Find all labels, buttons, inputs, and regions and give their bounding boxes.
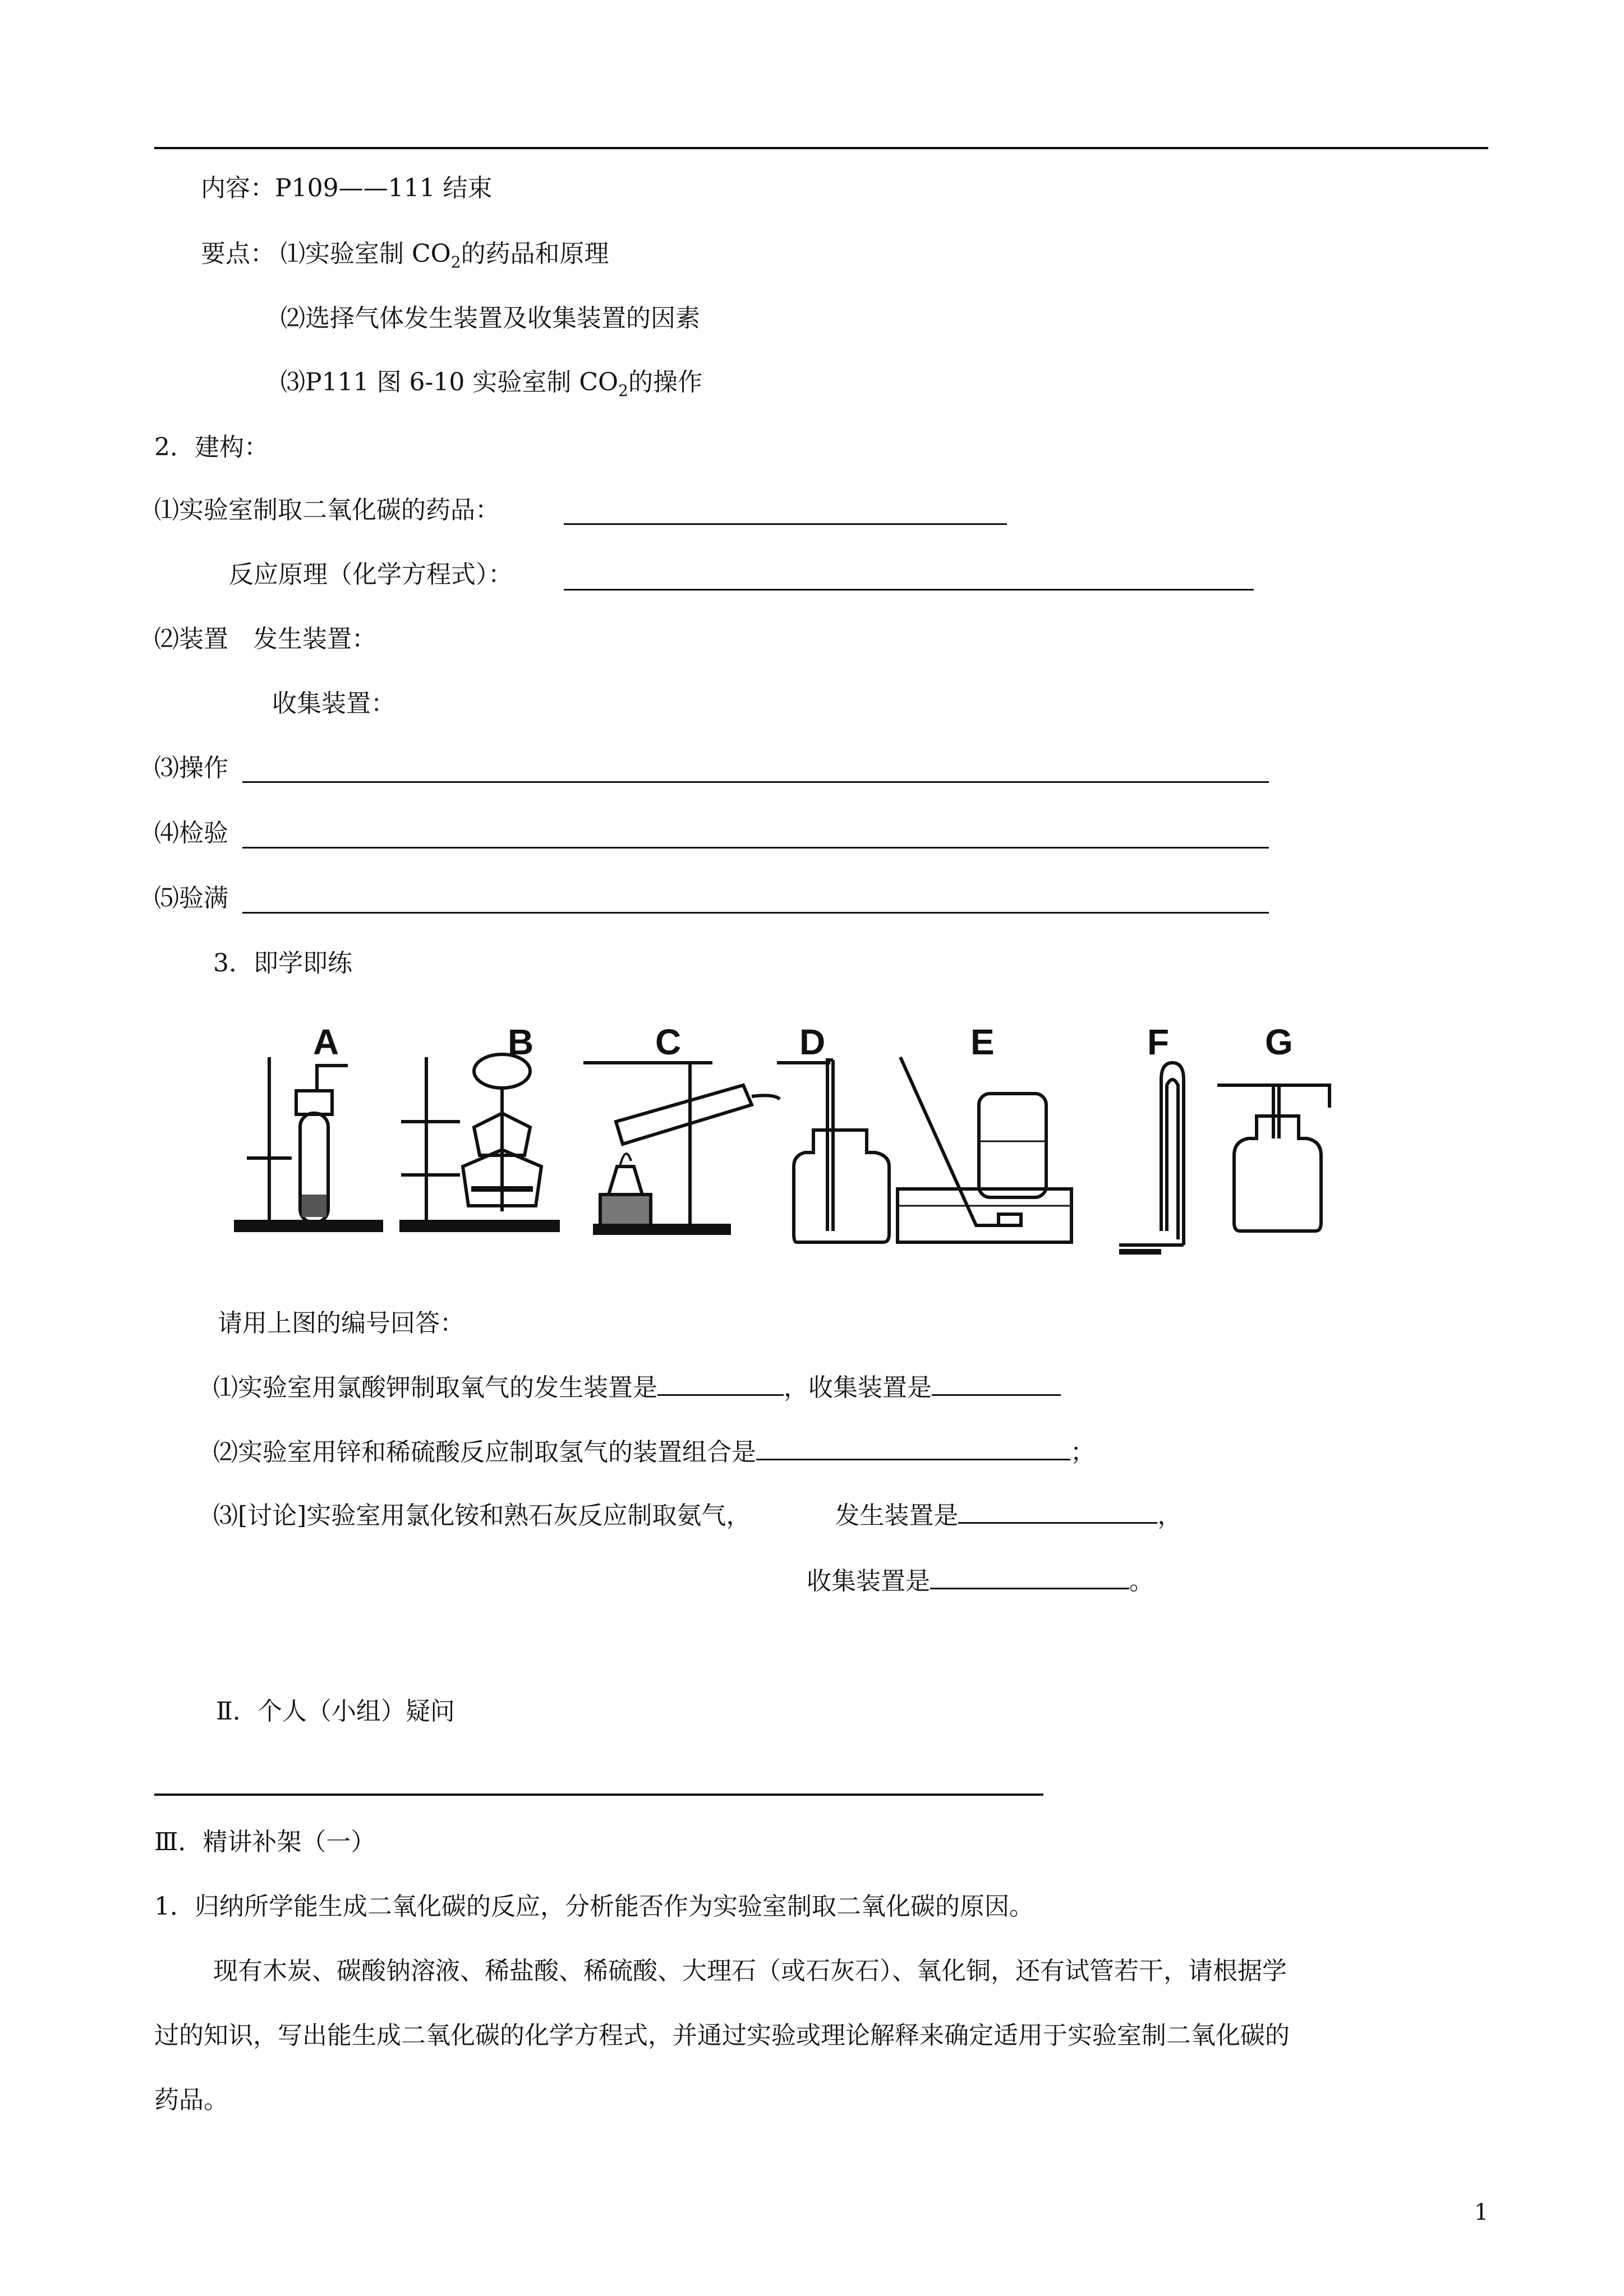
apparatus-a	[236, 1057, 381, 1230]
construct-q5: ⑸验满	[154, 884, 228, 912]
label-c: C	[655, 1022, 682, 1062]
practice-q3-collect	[807, 1565, 1154, 1598]
practice-q2	[213, 1436, 1095, 1469]
practice-heading: 3．即学即练	[213, 949, 352, 978]
label-f: F	[1147, 1022, 1170, 1062]
apparatus-e	[898, 1057, 1071, 1242]
practice-q3-collect-text: 收集装置是	[807, 1567, 930, 1596]
answer-blank-ammonia-collector[interactable]	[930, 1566, 1129, 1589]
apparatus-f	[1119, 1063, 1184, 1252]
apparatus-b	[401, 1054, 558, 1230]
answer-blank-collector[interactable]	[932, 1373, 1061, 1396]
apparatus-d	[777, 1060, 889, 1242]
apparatus-g	[1217, 1085, 1329, 1231]
practice-prompt: 请用上图的编号回答：	[218, 1309, 464, 1338]
key-point-1-suffix: 的药品和原理	[461, 239, 609, 268]
answer-blank-questions[interactable]	[154, 1794, 1043, 1796]
label-e: E	[970, 1022, 995, 1062]
key-point-1-prefix: ⑴实验室制 CO	[280, 239, 451, 268]
section-3-para-line-2: 过的知识，写出能生成二氧化碳的化学方程式，并通过实验或理论解释来确定适用于实验室制二氧化碳的	[154, 2021, 1290, 2050]
label-d: D	[799, 1022, 826, 1062]
apparatus-c	[583, 1063, 780, 1233]
label-b: B	[508, 1022, 534, 1062]
answer-blank-generator[interactable]	[657, 1373, 784, 1396]
section-3-heading: Ⅲ．精讲补架（一）	[154, 1828, 376, 1856]
practice-q3-comma: ，	[1157, 1501, 1183, 1530]
label-g: G	[1265, 1022, 1293, 1062]
subscript-2: 2	[450, 252, 461, 271]
answer-blank-ammonia-generator[interactable]	[958, 1501, 1157, 1524]
construct-q1: ⑴实验室制取二氧化碳的药品：	[154, 496, 500, 524]
page-number: 1	[1474, 2200, 1489, 2225]
practice-q3-period: 。	[1129, 1567, 1154, 1596]
practice-q3	[213, 1499, 1182, 1533]
construct-q1b: 反应原理（化学方程式）：	[229, 560, 513, 589]
key-point-3-prefix: ⑶P111 图 6-10 实验室制 CO	[280, 368, 619, 397]
key-points-label: 要点：	[201, 239, 275, 268]
section-3-para-line-3: 药品。	[154, 2086, 228, 2114]
practice-q2-end: ；	[1070, 1438, 1095, 1467]
practice-q1-text: ⑴实验室用氯酸钾制取氧气的发生装置是	[213, 1373, 657, 1402]
construct-q3: ⑶操作	[154, 754, 228, 782]
construct-q2: ⑵装置 发生装置：	[154, 625, 376, 653]
practice-q3-generator-text: 发生装置是	[835, 1501, 959, 1530]
practice-q2-text: ⑵实验室用锌和稀硫酸反应制取氢气的装置组合是	[213, 1438, 756, 1467]
answer-blank-combination[interactable]	[756, 1437, 1070, 1460]
construct-heading: 2．建构：	[154, 433, 269, 462]
construct-q2b: 收集装置：	[272, 689, 395, 718]
section-3-item-1: 1．归纳所学能生成二氧化碳的反应，分析能否作为实验室制取二氧化碳的原因。	[154, 1892, 1034, 1921]
content-line: 内容：P109——111 结束	[201, 174, 493, 202]
practice-q3-text: ⑶[讨论]实验室用氯化铵和熟石灰反应制取氨气，	[213, 1501, 751, 1530]
key-point-2: ⑵选择气体发生装置及收集装置的因素	[280, 304, 700, 333]
practice-q1-collect-text: ，收集装置是	[784, 1373, 932, 1402]
construct-q4: ⑷检验	[154, 819, 228, 847]
practice-q1	[213, 1371, 1061, 1405]
section-2-heading: Ⅱ．个人（小组）疑问	[216, 1697, 455, 1726]
section-3-para-line-1: 现有木炭、碳酸钠溶液、稀盐酸、稀硫酸、大理石（或石灰石）、氧化铜，还有试管若干，请根据学	[213, 1957, 1287, 1985]
key-point-3-suffix: 的操作	[628, 368, 702, 397]
label-a: A	[313, 1022, 339, 1062]
subscript-2: 2	[618, 381, 628, 400]
